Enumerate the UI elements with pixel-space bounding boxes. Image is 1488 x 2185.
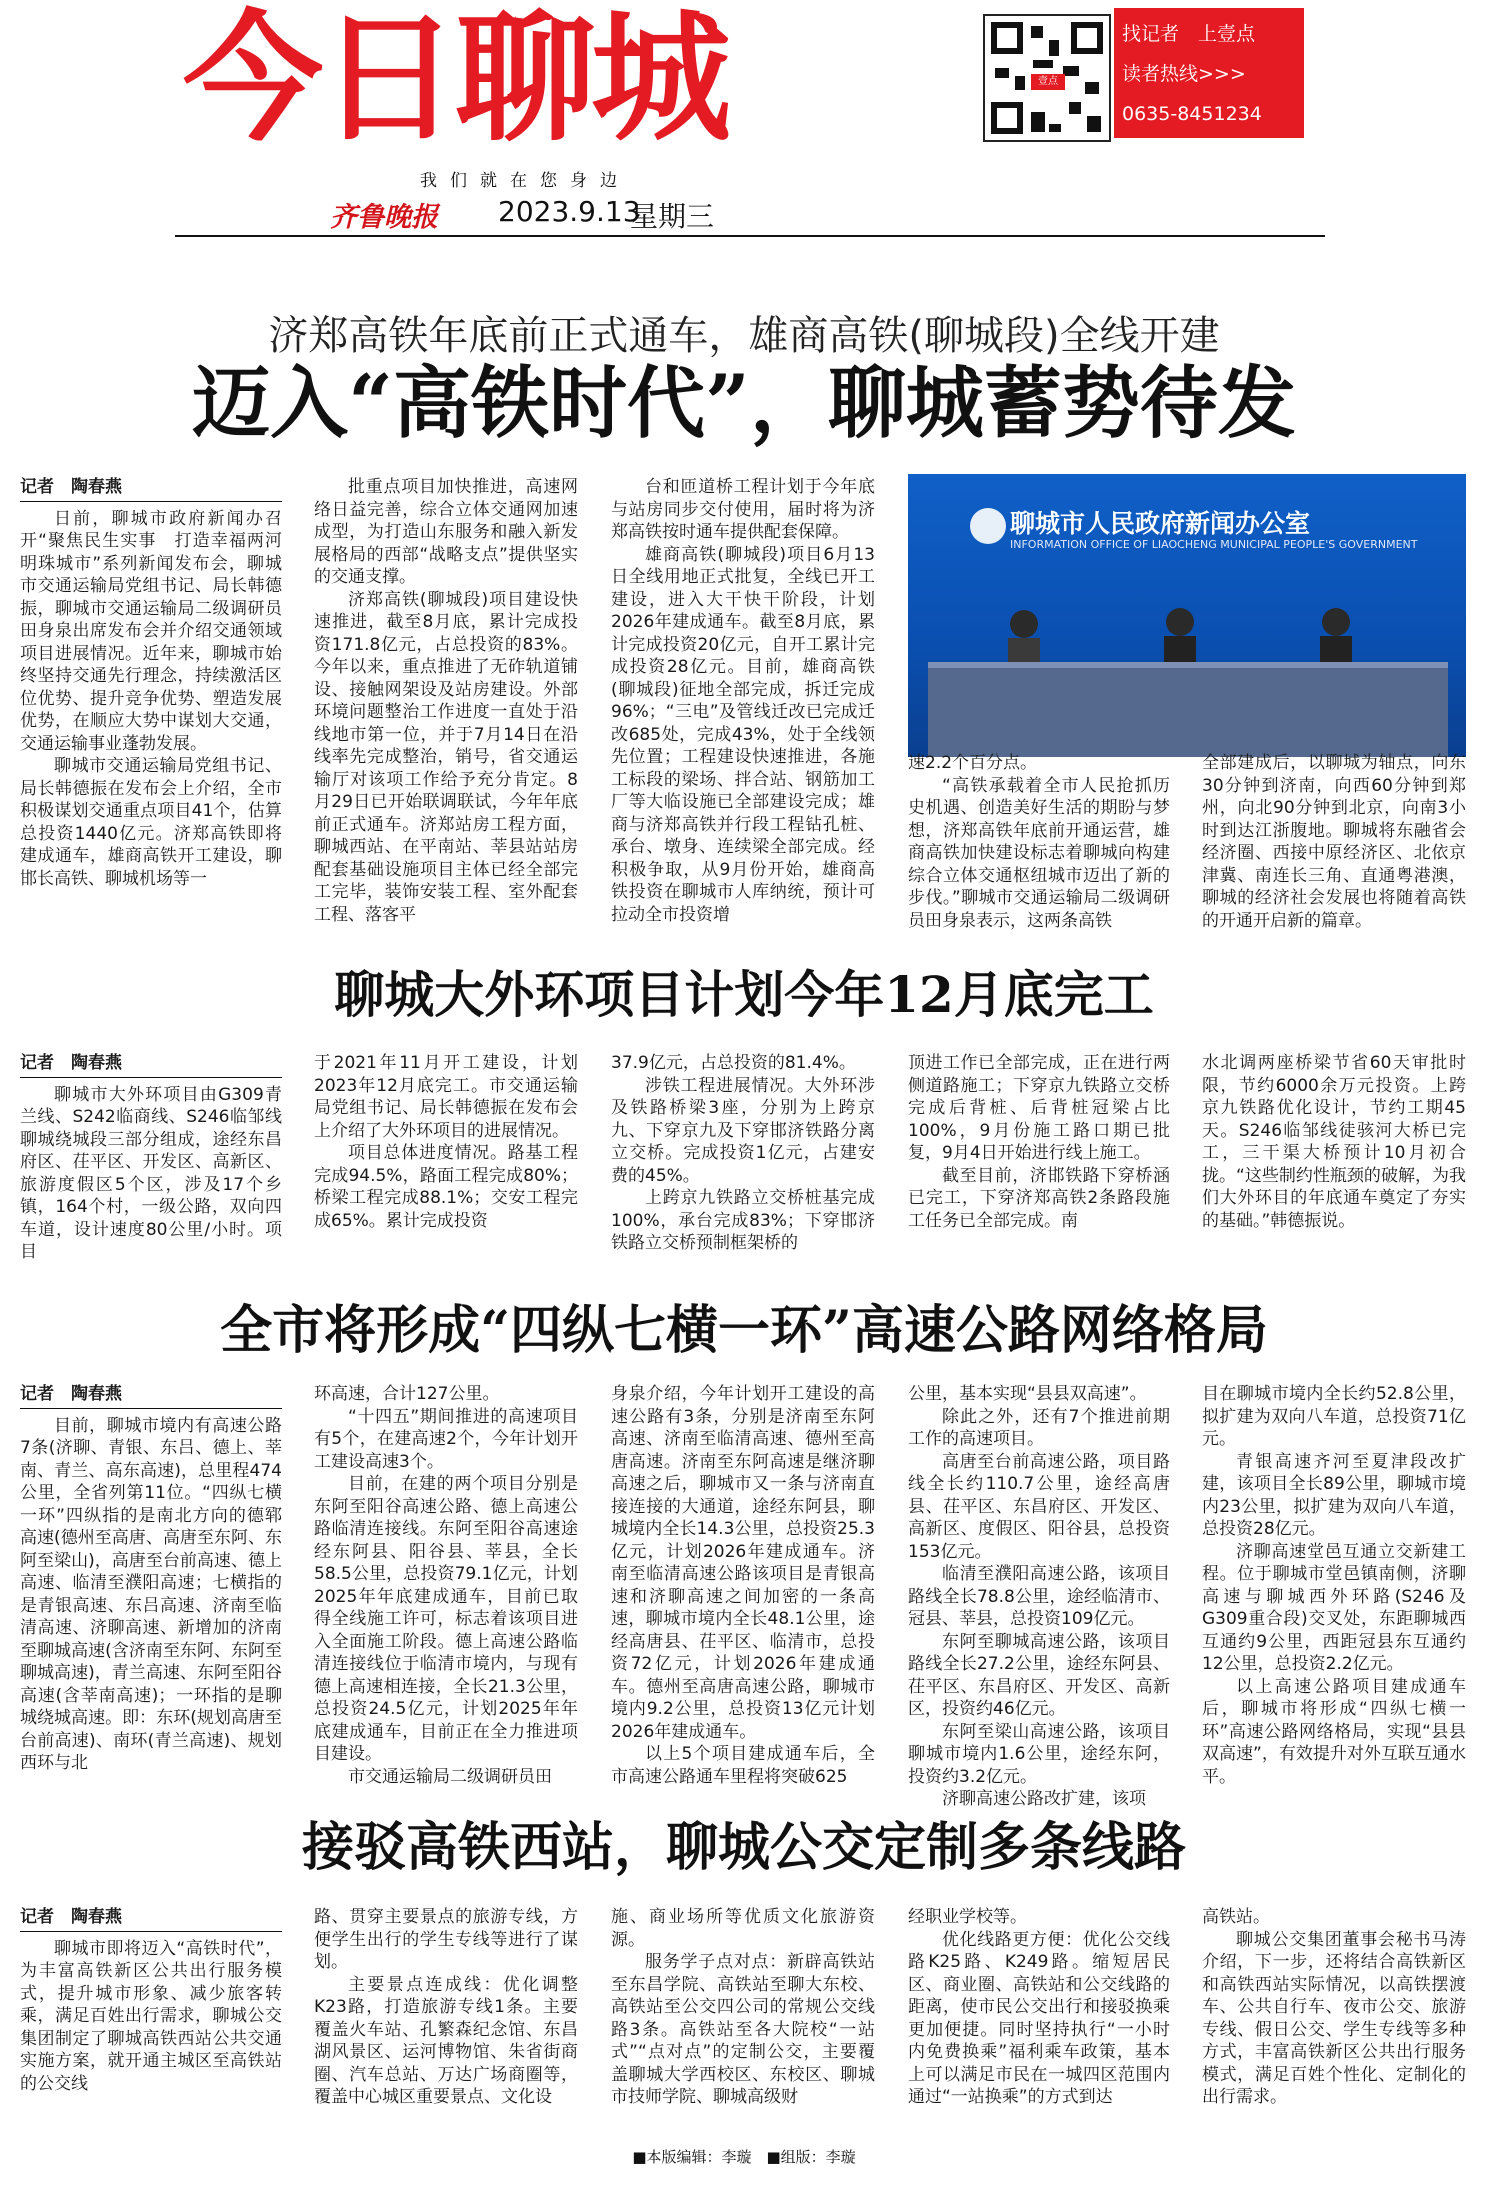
hotline-number: 0635-8451234	[1122, 103, 1262, 125]
paragraph: 于2021年11月开工建设，计划2023年12月底完工。市交通运输局党组书记、局长韩德振在发布会上介绍了大外环项目的进展情况。	[314, 1053, 578, 1141]
paragraph: 上跨京九铁路立交桥桩基完成100%，承台完成83%；下穿邯济铁路立交桥预制框架桥的	[611, 1188, 875, 1253]
photo-title: 聊城市人民政府新闻办公室	[1010, 509, 1311, 538]
highway-column-1	[20, 1383, 282, 1783]
paragraph: “十四五”期间推进的高速项目有5个，在建高速2个，今年计划开工建设高速3个。	[314, 1406, 578, 1472]
ring-column-2	[314, 1052, 578, 1266]
lead-column-2	[314, 476, 578, 936]
paragraph: 日前，聊城市政府新闻办召开“聚焦民生实事 打造幸福两河明珠城市”系列新闻发布会，聊城市交通运输局党组书记、局长韩德振，聊城市交通运输局二级调研员田身泉出席发布会并介绍交通领域项目进展情况。近年来，聊城市始终坚持交通先行理念，持续激活区位优势、提升竞争优势、塑造发展优势，在顺应大势中谋划大交通，交通运输事业蓬勃发展。	[20, 508, 282, 754]
lead-column-1	[20, 476, 282, 936]
masthead-title: 今日聊城	[183, 0, 728, 161]
ring-byline: 记者 陶春燕	[20, 1052, 282, 1078]
photo-scene	[908, 474, 1466, 757]
ring-column-4	[908, 1052, 1170, 1266]
paragraph: 雄商高铁(聊城段)项目6月13日全线用地正式批复，全线已开工建设，进入大干快干阶段，计划2026年建成通车。截至8月底，累计完成投资20亿元，自开工累计完成投资28亿元。目前，雄商高铁(聊城段)征地全部完成，拆迁完成96%；“三电”及管线迁改已完成迁改685处，完成43%，处于全线领先位置；工程建设快速推进，各施工标段的梁场、拌合站、钢筋加工厂等大临设施已全部建设完成；雄商与济郑高铁并行段工程钻孔桩、承台、墩身、连续梁全部完成。经积极争取，从9月份开始，雄商高铁投资在聊城市人库纳统，预计可拉动全市投资增	[611, 544, 875, 925]
paper-name: 齐鲁晚报	[330, 202, 438, 233]
paragraph: 目前，聊城市境内有高速公路7条(济聊、青银、东吕、德上、莘南、青兰、高东高速)，总里程474公里，全省列第11位。“四纵七横一环”四纵指的是南北方向的德郓高速(德州至高唐、高唐至东阿、东阿至梁山)，高唐至台前高速、德上高速、临清至濮阳高速；七横指的是青银高速、东吕高速、济南至临清高速、济聊高速、新增加的济南至聊城高速(含济南至东阿、东阿至聊城高速)，青兰高速、东阿至阳谷高速(含莘南高速)；一环指的是聊城绕城高速。即：东环(规划高唐至台前高速)、南环(青兰高速)、规划西环与北	[20, 1415, 282, 1773]
lead-kicker: 济郑高铁年底前正式通车，雄商高铁(聊城段)全线开建	[268, 313, 1220, 359]
paragraph: 身泉介绍，今年计划开工建设的高速公路有3条，分别是济南至东阿高速、济南至临清高速、德州至高唐高速。济南至东阿高速是继济聊高速之后，聊城市又一条与济南直接连接的大通道，途经东阿县，聊城境内全长14.3公里，总投资25.3亿元，计划2026年建成通车。济南至临清高速公路该项目是青银高速和济聊高速之间加密的一条高速，聊城市境内全长48.1公里，途经高唐县、茌平区、临清市，总投资72亿元，计划2026年建成通车。德州至高唐高速公路，聊城市境内9.2公里，总投资13亿元计划2026年建成通车。	[611, 1384, 875, 1742]
ring-column-1	[20, 1052, 282, 1266]
paragraph: 临清至濮阳高速公路，该项目路线全长78.8公里，途经临清市、冠县、莘县，总投资109亿元。	[908, 1564, 1170, 1629]
lead-headline: 迈入“高铁时代”，聊城蓄势待发	[192, 358, 1296, 449]
bus-column-2	[314, 1906, 578, 2138]
paragraph: 济郑高铁(聊城段)项目建设快速推进，截至8月底，累计完成投资171.8亿元，占总投资的83%。今年以来，重点推进了无砟轨道铺设、接触网架设及站房建设。外部环境问题整治工作进度一直处于沿线地市第一位，并于7月14日在沿线率先完成整治，销号，省交通运输厅对该项工作给予充分肯定。8月29日已开始联调联试，今年年底前正式通车。济郑站房工程方面，聊城西站、在平南站、莘县站站房配套基础设施项目主体已经全部完工完毕，装饰安装工程、室外配套工程、落客平	[314, 589, 578, 925]
header-rule	[175, 235, 1325, 237]
photo-subtitle: INFORMATION OFFICE OF LIAOCHENG MUNICIPAL PEOPLE'S GOVERNMENT	[1010, 538, 1418, 551]
hotline-box	[1114, 8, 1304, 138]
ring-column-5	[1202, 1052, 1466, 1266]
highway-column-5	[1202, 1383, 1466, 1787]
paragraph: 37.9亿元，占总投资的81.4%。	[611, 1053, 856, 1073]
paragraph: 批重点项目加快推进，高速网络日益完善，综合立体交通网加速成型，为打造山东服务和融入新发展格局的西部“战略支点”提供坚实的交通支撑。	[314, 477, 578, 587]
paragraph: 市交通运输局二级调研员田	[348, 1766, 552, 1787]
paragraph: 东阿至梁山高速公路，该项目聊城市境内1.6公里，途经东阿，投资约3.2亿元。	[908, 1721, 1170, 1787]
paragraph: 聊城公交集团董事会秘书马涛介绍，下一步，还将结合高铁新区和高铁西站实际情况，以高铁摆渡车、公共自行车、夜市公交、旅游专线、假日公交、学生专线等多种方式，丰富高铁新区公共出行服务模式，满足百姓个性化、定制化的出行需求。	[1202, 1929, 1466, 2107]
issue-weekday: 星期三	[630, 200, 715, 233]
paragraph: 全部建成后，以聊城为轴点，向东30分钟到济南，向西60分钟到郑州，向北90分钟到北京，向南3小时到达江浙腹地。聊城将东融省会经济圈、西接中原经济区、北依京津冀、南连长三角、直通粤港澳，聊城的经济社会发展也将随着高铁的开通开启新的篇章。	[1202, 753, 1466, 931]
paragraph: 济聊高速公路改扩建，该项	[942, 1789, 1146, 1809]
press-conference-photo	[908, 474, 1466, 757]
lead-byline: 记者 陶春燕	[20, 476, 282, 502]
slogan: 我们就在您身边	[420, 171, 630, 191]
paragraph: 水北调两座桥梁节省60天审批时限，节约6000余万元投资。上跨京九铁路优化设计，节约工期45天。S246临邹线徒骇河大桥已完工，三干渠大桥预计10月初合拢。“这些制约性瓶颈的破解，为我们大外环目的年底通车奠定了夯实的基础。”韩德振说。	[1202, 1053, 1466, 1231]
paragraph: 项目总体进度情况。路基工程完成94.5%，路面工程完成80%；桥梁工程完成88.1%；交安工程完成65%。累计完成投资	[314, 1143, 578, 1231]
paragraph: 以上高速公路项目建成通车后，聊城市将形成“四纵七横一环”高速公路网络格局，实现“县县双高速”，有效提升对外互联互通水平。	[1202, 1676, 1466, 1787]
bus-byline: 记者 陶春燕	[20, 1906, 282, 1932]
highway-column-3	[611, 1383, 875, 1787]
paragraph: 环高速，合计127公里。	[314, 1384, 500, 1404]
paragraph: 优化线路更方便：优化公交线路K25路、K249路。缩短居民区、商业圈、高铁站和公交线路的距离，使市民公交出行和接驳换乘更加便捷。同时坚持执行“一小时内免费换乘”福利乘车政策，基本上可以满足市民在一城四区范围内通过“一站换乘”的方式到达	[908, 1929, 1170, 2107]
paragraph: 高唐至台前高速公路，项目路线全长约110.7公里，途经高唐县、茌平区、东昌府区、开发区、高新区、度假区、阳谷县，总投资153亿元。	[908, 1451, 1170, 1562]
lead-column-3	[611, 476, 875, 936]
issue-date: 2023.9.13	[498, 195, 641, 228]
page-footer: ■本版编辑：李璇 ■组版：李璇	[632, 2148, 856, 2166]
bus-column-3	[611, 1906, 875, 2138]
bus-headline: 接驳高铁西站，聊城公交定制多条线路	[301, 1817, 1186, 1878]
paragraph: 以上5个项目建成通车后，全市高速公路通车里程将突破625	[611, 1744, 875, 1787]
ring-column-3	[611, 1052, 875, 1266]
highway-column-4	[908, 1383, 1170, 1809]
paragraph: 聊城市交通运输局党组书记、局长韩德振在发布会上介绍，全市积极谋划交通重点项目41个，估算总投资1440亿元。济郑高铁即将建成通车，雄商高铁开工建设，聊邯长高铁、聊城机场等一	[20, 756, 282, 889]
paragraph: 主要景点连成线：优化调整K23路，打造旅游专线1条。主要覆盖火车站、孔繁森纪念馆、东昌湖风景区、运河博物馆、朱省街商圈、汽车总站、万达广场商圈等，覆盖中心城区重要景点、文化设	[314, 1974, 578, 2107]
paragraph: 截至目前，济邯铁路下穿桥涵已完工，下穿济郑高铁2条路段施工任务已全部完成。南	[908, 1165, 1170, 1231]
ring-headline: 聊城大外环项目计划今年12月底完工	[334, 965, 1154, 1024]
highway-byline: 记者 陶春燕	[20, 1383, 282, 1409]
paragraph: 目前，在建的两个项目分别是东阿至阳谷高速公路、德上高速公路临清连接线。东阿至阳谷高速途经东阿县、阳谷县、莘县，全长58.5公里，总投资79.1亿元，计划2025年年底建成通车，目前已取得全线施工许可，标志着该项目进入全面施工阶段。德上高速公路临清连接线位于临清市境内，与现有德上高速相连接，全长21.3公里，总投资24.5亿元，计划2025年年底建成通车，目前正在全力推进项目建设。	[314, 1474, 578, 1764]
highway-headline: 全市将形成“四纵七横一环”高速公路网络格局	[220, 1300, 1268, 1361]
paragraph: 涉铁工程进展情况。大外环涉及铁路桥梁3座，分别为上跨京九、下穿京九及下穿邯济铁路分离立交桥。完成投资1亿元，占建安费的45%。	[611, 1075, 875, 1186]
paragraph: 施、商业场所等优质文化旅游资源。	[611, 1907, 875, 1950]
hotline-line1: 找记者 上壹点	[1122, 23, 1256, 45]
paragraph: 顶进工作已全部完成，正在进行两侧道路施工；下穿京九铁路立交桥完成后背桩、后背桩冠梁占比100%，9月份施工路口期已批复，9月4日开始进行线上施工。	[908, 1053, 1170, 1163]
paragraph: 东阿至聊城高速公路，该项目路线全长27.2公里，途经东阿县、茌平区、东昌府区、开发区、高新区，投资约46亿元。	[908, 1631, 1170, 1719]
paragraph: 公里，基本实现“县县双高速”。	[908, 1384, 1147, 1404]
paragraph: 路、贯穿主要景点的旅游专线，方便学生出行的学生专线等进行了谋划。	[314, 1907, 578, 1972]
paragraph: 除此之外，还有7个推进前期工作的高速项目。	[908, 1406, 1170, 1449]
paragraph: 聊城市大外环项目由G309青兰线、S242临商线、S246临邹线聊城绕城段三部分组成，途经东昌府区、茌平区、开发区、高新区、旅游度假区5个区，涉及17个乡镇，164个村，一级公路，双向四车道，设计速度80公里/小时。项目	[20, 1084, 282, 1262]
lead-column-5	[1202, 752, 1466, 938]
paragraph: “高铁承载着全市人民抢抓历史机遇、创造美好生活的期盼与梦想，济郑高铁年底前开通运营，雄商高铁加快建设标志着聊城向构建综合立体交通枢纽城市迈出了新的步伐。”聊城市交通运输局二级调研员田身泉表示，这两条高铁	[908, 775, 1170, 931]
qr-code	[983, 14, 1111, 142]
bus-column-4	[908, 1906, 1170, 2138]
paragraph: 台和匝道桥工程计划于今年底与站房同步交付使用，届时将为济郑高铁按时通车提供配套保障。	[611, 477, 875, 542]
hotline-line2: 读者热线>>>	[1122, 63, 1246, 85]
paragraph: 目在聊城市境内全长约52.8公里，拟扩建为双向八车道，总投资71亿元。	[1202, 1384, 1466, 1449]
paragraph: 高铁站。	[1202, 1907, 1270, 1927]
lead-column-4	[908, 752, 1170, 938]
highway-column-2	[314, 1383, 578, 1787]
bus-column-5	[1202, 1906, 1466, 2138]
qr-label: 壹点	[1031, 74, 1065, 90]
paragraph: 服务学子点对点：新辟高铁站至东昌学院、高铁站至聊大东校、高铁站至公交四公司的常规公交线路3条。高铁站至各大院校“一站式”“点对点”的定制公交，主要覆盖聊城大学西校区、东校区、聊城市技师学院、聊城高级财	[611, 1952, 875, 2107]
paragraph: 速2.2个百分点。	[908, 753, 1038, 773]
paragraph: 青银高速齐河至夏津段改扩建，该项目全长89公里，聊城市境内23公里，拟扩建为双向八车道，总投资28亿元。	[1202, 1451, 1466, 1539]
paragraph: 济聊高速堂邑互通立交新建工程。位于聊城市堂邑镇南侧，济聊高速与聊城西外环路(S246及G309重合段)交叉处，东距聊城西互通约9公里，西距冠县东互通约12公里，总投资2.2亿元。	[1202, 1541, 1466, 1674]
paragraph: 聊城市即将迈入“高铁时代”，为丰富高铁新区公共出行服务模式，提升城市形象、减少旅客转乘，满足百姓出行需求，聊城公交集团制定了聊城高铁西站公共交通实施方案，就开通主城区至高铁站的公交线	[20, 1938, 282, 2094]
bus-column-1	[20, 1906, 282, 2138]
paragraph: 经职业学校等。	[908, 1907, 1027, 1927]
